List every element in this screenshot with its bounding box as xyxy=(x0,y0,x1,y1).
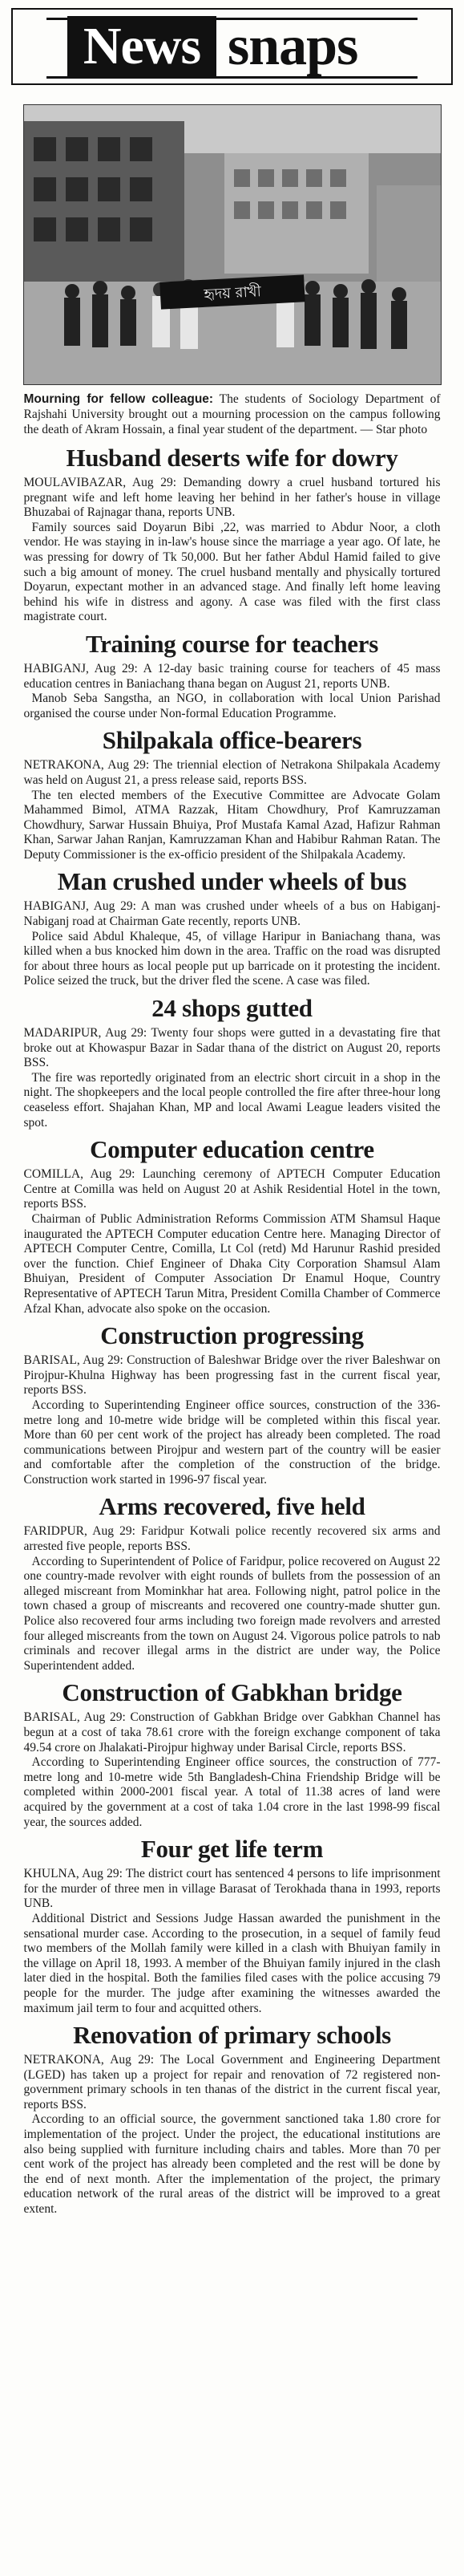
newspaper-page xyxy=(10,0,454,2217)
news-story xyxy=(24,630,441,721)
news-story xyxy=(24,1135,441,1316)
story-headline: Construction progressing xyxy=(100,1321,364,1350)
story-headline: Arms recovered, five held xyxy=(99,1492,365,1521)
story-paragraph: BARISAL, Aug 29: Construction of Gabkhan Bridge over Gabkhan Channel has begun at a cost of taka 78.61 crore with the foreign exchange component of taka 49.54 crore on Jhalakati-Pirojpur highway under Barisal Circle, reports BSS. xyxy=(23,1710,441,1755)
story-paragraph: Police said Abdul Khaleque, 45, of village Haripur in Baniachang thana, was killed when a bus knocked him down in the area. Traffic on the road was disrupted for about three hours as local people put up barricade on it protesting the incident. Police seized the truck, but the driver fled the scene. A case was filed. xyxy=(23,929,441,988)
story-paragraph: BARISAL, Aug 29: Construction of Baleshwar Bridge over the river Baleshwar on Pirojpur-Khulna Highway has been progressing fast in the current fiscal year, reports BSS. xyxy=(23,1353,441,1398)
procession-photo xyxy=(23,104,442,385)
news-story xyxy=(24,1321,441,1487)
story-paragraph: The ten elected members of the Executive Committee are Advocate Golam Mahammed Bimol, ATMA Razzak, Hitam Chowdhury, Prof Kamruzzaman Chowdhury, Sarwar Hussain Bhuiya, Prof Mustafa Kamal Azad, Hafizur Rahman Khan, Sarwar Jahan Ranjan, Kamruzzaman Khan and Habibur Rahman Ratan. The Deputy Commissioner is the ex-officio president of the Shilpakala Academy. xyxy=(23,788,441,862)
story-headline: 24 shops gutted xyxy=(151,994,313,1023)
story-headline: Training course for teachers xyxy=(86,629,378,658)
news-story xyxy=(24,1678,441,1830)
story-paragraph: FARIDPUR, Aug 29: Faridpur Kotwali police recently recovered six arms and arrested five people, reports BSS. xyxy=(23,1524,441,1554)
story-headline: Computer education centre xyxy=(90,1135,374,1164)
story-paragraph: According to Superintending Engineer office sources, construction of the 336-metre long and 10-metre wide bridge will be completed within this fiscal year. More than 60 per cent work of the project has already been completed. The road communications between Pirojpur and western part of the country will be easier and comfortable after the completion of the construction of the bridge. Construction work started in 1996-97 fiscal year. xyxy=(23,1398,441,1487)
story-paragraph: According to Superintendent of Police of Faridpur, police recovered on August 22 one country-made revolver with eight rounds of bullets from the possession of an alleged miscreant from Mominkhar hat area. Following night, patrol police in the town chased a group of miscreants and recovered one country-made shutter gun. Police also recovered four arms including two foreign made revolvers and arrested four alleged miscreants from the town on August 24. Vigorous police patrols to nab criminals and recover illegal arms in the district are under way, the Police Superintendent added. xyxy=(23,1554,441,1673)
story-paragraph: HABIGANJ, Aug 29: A man was crushed under wheels of a bus on Habiganj-Nabiganj road at Chairman Gate recently, reports UNB. xyxy=(23,899,441,929)
story-paragraph: COMILLA, Aug 29: Launching ceremony of APTECH Computer Education Centre at Comilla was held on August 20 at Ashik Residential Hotel in the town, reports BSS. xyxy=(23,1167,441,1211)
story-headline: Renovation of primary schools xyxy=(73,2021,391,2050)
masthead-news-word: News xyxy=(67,16,216,79)
story-paragraph: MOULAVIBAZAR, Aug 29: Demanding dowry a cruel husband tortured his pregnant wife and left home leaving her behind in her father's house in village Bhuzabai of Rajnagar thana, reports UNB. xyxy=(23,476,441,520)
news-story xyxy=(24,867,441,989)
masthead-snaps-word: snaps xyxy=(228,15,358,77)
story-headline: Man crushed under wheels of bus xyxy=(57,867,407,896)
story-paragraph: KHULNA, Aug 29: The district court has sentenced 4 persons to life imprisonment for the murder of three men in village Barasat of Terokhada thana in 1993, reports UNB. xyxy=(23,1867,441,1911)
news-story xyxy=(24,726,441,862)
story-paragraph: The fire was reportedly originated from an electric short circuit in a shop in the night. The shopkeepers and the local people controlled the fire after three-hour long ceaseless effort. Shajahan Khan, MP and local Awami League leaders visited the spot. xyxy=(23,1070,441,1130)
caption-lead: Mourning for fellow colleague: xyxy=(23,392,214,406)
story-paragraph: NETRAKONA, Aug 29: The triennial election of Netrakona Shilpakala Academy was held on August 21, a press release said, reports BSS. xyxy=(23,758,441,787)
news-story xyxy=(24,994,441,1130)
story-headline: Four get life term xyxy=(140,1835,324,1864)
story-paragraph: Additional District and Sessions Judge Hassan awarded the punishment in the sensational murder case. According to the prosecution, in a sequel of family feud two members of the Mollah family were killed in a clash with Bhuiyan family in the village on April 18, 1993. A member of the Bhuiyan family injured in the clash later died in the hospital. Both the families filed cases with the police accusing 79 people for the murder. The judge after examining the witnesses awarded the maximum jail term to four and acquitted others. xyxy=(23,1911,441,2015)
story-headline: Construction of Gabkhan bridge xyxy=(62,1678,402,1707)
photo-caption xyxy=(24,391,441,437)
story-paragraph: According to Superintending Engineer office sources, the construction of 777-metre long and 10-metre wide 5th Bangladesh-China Friendship Bridge will be completed within 2000-2001 fiscal year. A total of 11.38 acres of land were acquired by the government at a cost of taka 1.04 crore in the last 1998-99 fiscal year, the sources added. xyxy=(23,1755,441,1829)
story-headline: Shilpakala office-bearers xyxy=(102,726,362,755)
story-paragraph: HABIGANJ, Aug 29: A 12-day basic training course for teachers of 45 mass education centres in Baniachang thana began on August 21, reports UNB. xyxy=(23,661,441,691)
story-paragraph: Family sources said Doyarun Bibi ,22, was married to Abdur Noor, a cloth vendor. He was staying in in-law's house since the marriage a year ago. Of late, he was pressing for dowry of Tk 50,000. But her father Abdul Hamid failed to give such a big amount of money. The cruel husband mentally and physically tortured Doyarun, expectant mother in an advanced stage. And finally left home leaving behind his wife in distress and agony. A case was filed with the first class magistrate court. xyxy=(23,520,441,624)
news-story xyxy=(24,2021,441,2217)
masthead xyxy=(11,8,453,85)
news-story xyxy=(24,1492,441,1673)
story-paragraph: Manob Seba Sangstha, an NGO, in collaboration with local Union Parishad organised the course under Non-formal Education Programme. xyxy=(23,692,441,720)
news-story xyxy=(24,444,441,625)
banner-text: হৃদয় রাখী xyxy=(203,283,261,303)
caption-text: The students of Sociology Department of Rajshahi University brought out a mourning procession on the campus following the death of Akram Hossain, a final year student of the department. — Star photo xyxy=(23,392,441,436)
story-paragraph: Chairman of Public Administration Reforms Commission ATM Shamsul Haque inaugurated the APTECH Computer education Centre here. Managing Director of APTECH Computer Centre, Comilla, Lt Col (retd) Md Harunur Rashid presided over the function. Chief Engineer of Dhaka City Corporation Shamsul Alam Bhuiyan, President of Computer Association Dr Enamul Hoque, Country Representative of APTECH Tarun Mitra, President Comilla Chamber of Commerce Afzal Khan, advocate also spoke on the occasion. xyxy=(23,1211,441,1316)
story-paragraph: According to an official source, the government sanctioned taka 1.80 crore for implementation of the project. Under the project, the educational institutions are also being supplied with furniture including chairs and tables. More than 70 per cent work of the project has already been completed and the rest will be done by the end of next month. After the implementation of the project, the primary education network of the rural areas of the district will be improved to a great extent. xyxy=(23,2112,441,2217)
news-story xyxy=(24,1835,441,2016)
story-paragraph: NETRAKONA, Aug 29: The Local Government and Engineering Department (LGED) has taken up a project for repair and renovation of 72 registered non-government primary schools in ten thanas of the district in the current fiscal year, reports BSS. xyxy=(23,2053,441,2112)
story-headline: Husband deserts wife for dowry xyxy=(66,444,398,472)
story-paragraph: MADARIPUR, Aug 29: Twenty four shops were gutted in a devastating fire that broke out at Khowaspur Bazar in Sadar thana of the district on August 20, reports BSS. xyxy=(23,1026,441,1070)
news-stories xyxy=(10,444,454,2217)
